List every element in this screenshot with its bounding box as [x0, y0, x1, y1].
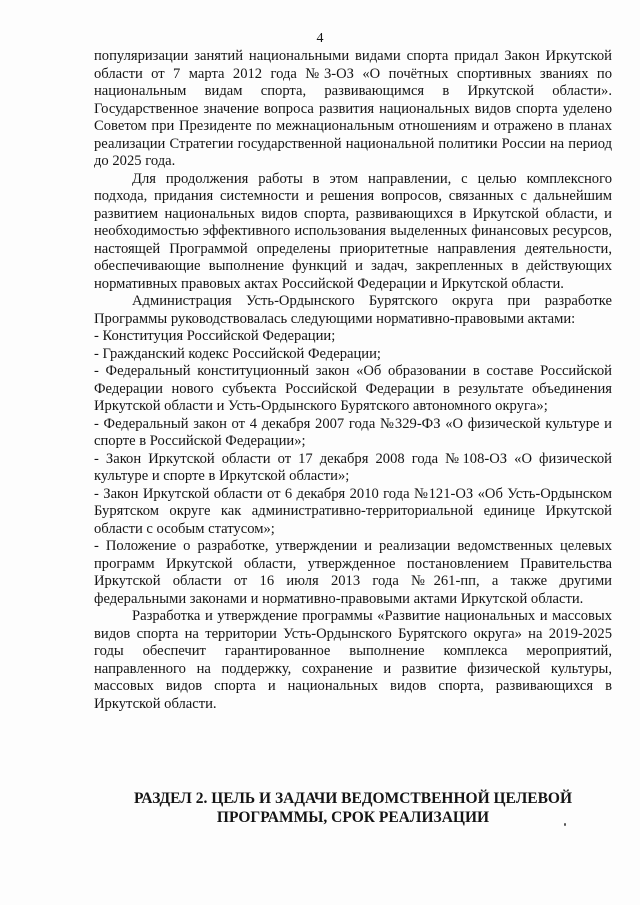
page-number: 4 [316, 31, 324, 46]
legal-act-item: - Положение о разработке, утверждении и реализации ведомственных целевых программ Иркутской области, утвержденное постановлением Правительства Иркутской области от 16 июля 2013 года №261-пп, а также другими федеральными законами и нормативно-правовыми актами Иркутской области. [94, 538, 612, 607]
legal-act-item: - Закон Иркутской области от 17 декабря 2008 года №108-ОЗ «О физической культуре и спорте в Иркутской области»; [94, 450, 612, 484]
section-heading-line-1: РАЗДЕЛ 2. ЦЕЛЬ И ЗАДАЧИ ВЕДОМСТВЕННОЙ ЦЕЛЕВОЙ [133, 790, 573, 807]
document-body [94, 48, 612, 713]
paragraph-legal-basis-intro: Администрация Усть-Ордынского Бурятского округа при разработке Программы руководствовалась следующими нормативно-правовыми актами: [94, 293, 612, 327]
legal-act-item: - Закон Иркутской области от 6 декабря 2010 года №121-ОЗ «Об Усть-Ордынском Бурятском округе как административно-территориальной единице Иркутской области с особым статусом»; [94, 485, 612, 537]
paragraph-program-purpose: Для продолжения работы в этом направлении, с целью комплексного подхода, придания системности и решения вопросов, связанных с дальнейшим развитием национальных видов спорта, развивающихся в Иркутской области, и необходимостью эффективного использования выделенных финансовых ресурсов, настоящей Программой определены приоритетные направления деятельности, обеспечивающие выполнение функций и задач, закрепленных в действующих нормативных правовых актах Российской Федерации и Иркутской области. [94, 170, 612, 292]
section-heading [94, 789, 612, 827]
legal-act-item: - Федеральный закон от 4 декабря 2007 года №329-ФЗ «О физической культуре и спорте в Российской Федерации»; [94, 415, 612, 449]
paragraph-laws-intro: популяризации занятий национальными видами спорта придал Закон Иркутской области от 7 марта 2012 года №3-ОЗ «О почётных спортивных званиях по национальным видам спорта, развивающимся в Иркутской области». Государственное значение вопроса развития национальных видов спорта уделено Советом при Президенте по межнациональным отношениям и отражено в планах реализации Стратегии государственной национальной политики России на период до 2025 года. [94, 48, 612, 169]
legal-act-item: - Федеральный конституционный закон «Об образовании в составе Российской Федерации нового субъекта Российской Федерации в результате объединения Иркутской области и Усть-Ордынского Бурятского автономного округа»; [94, 363, 612, 414]
paragraph-program-outcome: Разработка и утверждение программы «Развитие национальных и массовых видов спорта на территории Усть-Ордынского Бурятского округа» на 2019-2025 годы обеспечит гарантированное выполнение комплекса мероприятий, направленного на поддержку, сохранение и развитие физической культуры, массовых видов спорта и национальных видов спорта, развивающихся в Иркутской области. [94, 608, 612, 712]
scan-speck [564, 823, 566, 826]
legal-act-item: - Гражданский кодекс Российской Федерации; [94, 345, 381, 362]
section-heading-line-2: ПРОГРАММЫ, СРОК РЕАЛИЗАЦИИ [216, 809, 490, 826]
legal-acts-list [94, 328, 612, 608]
legal-act-item: - Конституция Российской Федерации; [94, 328, 336, 344]
